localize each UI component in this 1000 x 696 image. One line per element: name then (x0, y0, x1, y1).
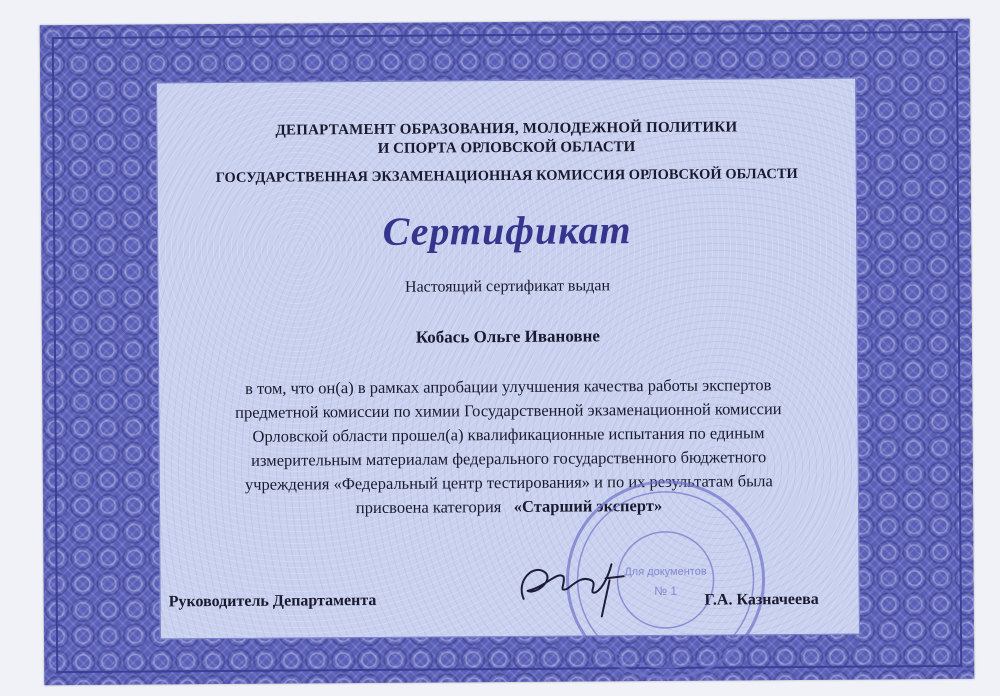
category-prefix: присвоена категория (355, 497, 502, 518)
certificate-panel (156, 78, 860, 640)
department-line-2: И СПОРТА ОРЛОВСКОЙ ОБЛАСТИ (377, 139, 636, 157)
body-line: в том, что он(а) в рамках апробации улучшения качества работы экспертов (244, 375, 772, 398)
body-line: Орловской области прошел(а) квалификационные испытания по единым (252, 423, 765, 446)
body-line: учреждения «Федеральный центр тестирования» и по их результатам была (244, 471, 773, 494)
stamp-number: № 1 (654, 583, 678, 598)
signature-scribble (505, 550, 635, 621)
body-line: измерительным материалам федерального государственного бюджетного (251, 447, 767, 470)
commission-line: ГОСУДАРСТВЕННАЯ ЭКЗАМЕНАЦИОННАЯ КОМИССИЯ ОРЛОВСКОЙ ОБЛАСТИ (215, 165, 798, 187)
issued-to-label: Настоящий сертификат выдан (404, 277, 611, 296)
stamp-center-text: Для документов (624, 565, 707, 579)
department-line-1: ДЕПАРТАМЕНТ ОБРАЗОВАНИЯ, МОЛОДЕЖНОЙ ПОЛИТИКИ (275, 119, 738, 139)
category-value: «Старший эксперт» (513, 495, 663, 516)
recipient-name: Кобась Ольге Ивановне (415, 326, 600, 347)
signer-name: Г.А. Казначеева (704, 590, 819, 609)
certificate-title: Сертификат (382, 207, 632, 254)
department-head-label: Руководитель Департамента (168, 591, 377, 611)
body-line: предметной комиссии по химии Государственной экзаменационной комиссии (235, 399, 782, 422)
